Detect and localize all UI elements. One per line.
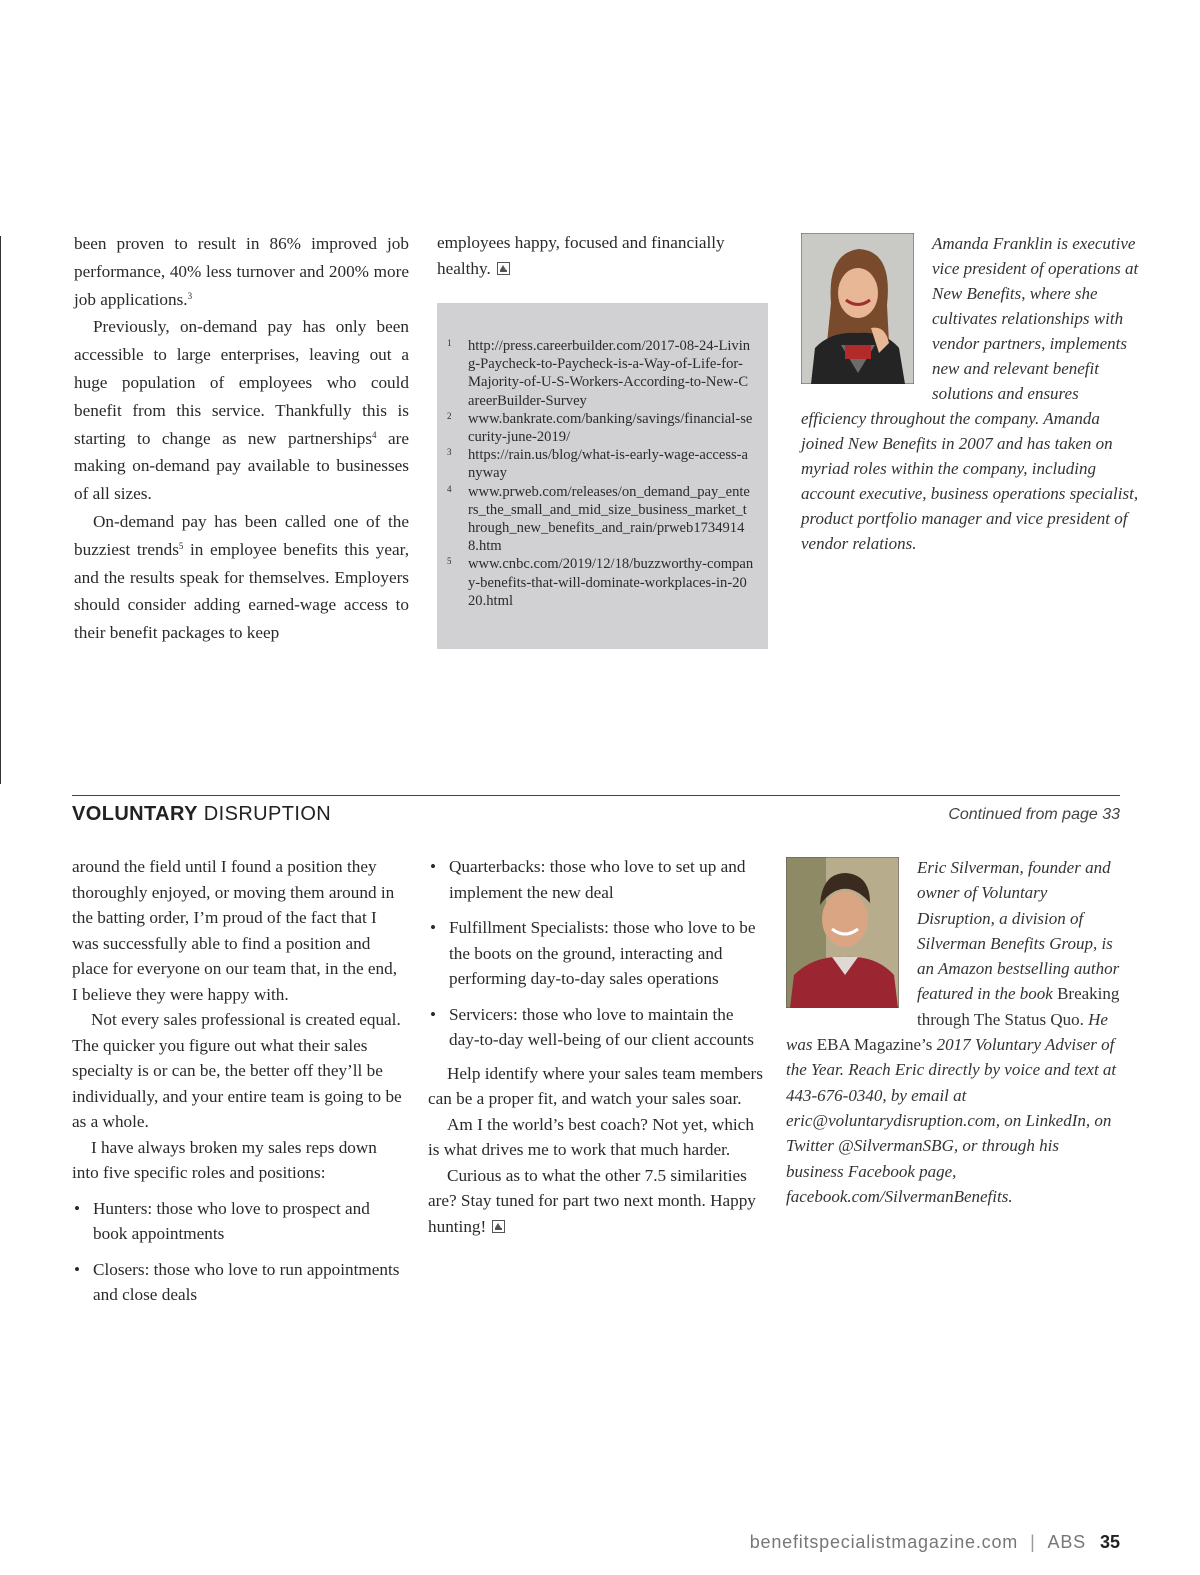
paragraph: employees happy, focused and financially healthy. [437, 233, 725, 278]
list-item: • Closers: those who love to run appointments and close deals [72, 1257, 404, 1308]
paragraph: been proven to result in 86% improved job performance, 40% less turnover and 200% more job applications.$^3$ [74, 234, 409, 309]
end-of-article-icon [492, 1220, 505, 1233]
footnotes-box [437, 303, 768, 649]
footer-separator: | [1030, 1532, 1036, 1552]
paragraph: Previously, on-demand pay has only been accessible to large enterprises, leaving out a huge population of employees who could benefit from this service. Thankfully this is starting to change as new partnerships$^4$ are making on-demand pay available to businesses of all sizes. [74, 317, 409, 504]
list-item: • Fulfillment Specialists: those who love to be the boots on the ground, interacting and performing day-to-day sales operations [428, 915, 764, 992]
footnote-item: 3 https://rain.us/blog/what-is-early-wage-access-anyway [447, 447, 749, 482]
author-bio-amanda: Amanda Franklin is executive vice president of operations at New Benefits, where she cultivates relationships with vendor partners, implements new and relevant benefit solutions and ensures efficiency throughout the company. Amanda joined New Benefits in 2007 and has taken on myriad roles within the company, including account executive, business operations specialist, product portfolio manager and vice president of vendor relations. [801, 234, 1139, 553]
footnote-item: 1 http://press.careerbuilder.com/2017-08-24-Living-Paycheck-to-Paycheck-is-a-Way-of-Life-for-Majority-of-U-S-Workers-According-to-New-CareerBuilder-Survey [447, 338, 751, 409]
footnote-ref[interactable]: 4 [372, 429, 377, 440]
top-column-1 [74, 230, 409, 647]
footnote-list [437, 303, 768, 610]
footnote-link[interactable]: www.bankrate.com/banking/savings/financial-security-june-2019/ [468, 410, 753, 446]
footnote-item: 2 www.bankrate.com/banking/savings/financial-security-june-2019/ [447, 410, 753, 446]
footnote-link[interactable]: www.prweb.com/releases/on_demand_pay_enters_the_small_and_mid_size_business_market_through_new_benefits_and_rain/prweb17349148.htm [468, 483, 750, 555]
author-bio-eric: Eric Silverman, founder and owner of Voluntary Disruption, a division of Silverman Benefits Group, is an Amazon bestselling author featured in the book Breaking through The Status Quo. He was EBA Magazine’s 2017 Voluntary Adviser of the Year. Reach Eric directly by voice and text at 443-676-0340, by email at eric@voluntarydisruption.com, on LinkedIn, on Twitter @SilvermanSBG, or through his business Facebook page, facebook.com/SilvermanBenefits. [786, 858, 1120, 1206]
list-item: • Hunters: those who love to prospect and book appointments [72, 1196, 404, 1247]
paragraph: Am I the world’s best coach? Not yet, which is what drives me to work that much harder. [428, 1114, 754, 1159]
footnote-item: 4 www.prweb.com/releases/on_demand_pay_enters_the_small_and_mid_size_business_market_through_new_benefits_and_rain/prweb17349148.htm [447, 483, 750, 555]
footnote-link[interactable]: http://press.careerbuilder.com/2017-08-24-Living-Paycheck-to-Paycheck-is-a-Way-of-Life-for-Majority-of-U-S-Workers-According-to-New-CareerBuilder-Survey [468, 338, 751, 409]
top-column-2 [437, 230, 768, 281]
paragraph: around the field until I found a position they thoroughly enjoyed, or moving them around in the batting order, I’m proud of the fact that I was successfully able to find a position and place for everyone on our team that, in the end, I believe they were happy with. [72, 857, 398, 1004]
page-number: 35 [1099, 1532, 1120, 1552]
footnote-ref[interactable]: 3 [187, 290, 193, 301]
paragraph: Help identify where your sales team members can be a proper fit, and watch your sales soar. [428, 1063, 763, 1108]
footnote-link[interactable]: https://rain.us/blog/what-is-early-wage-access-anyway [468, 447, 749, 482]
paragraph: Not every sales professional is created equal. The quicker you figure out what their sales specialty is or can be, the better off they’ll be individually, and your entire team is going to be as a whole. [72, 1010, 402, 1131]
section-title: VOLUNTARY DISRUPTION [72, 803, 332, 825]
section-divider [72, 795, 1120, 796]
footer-site-link[interactable]: benefitspecialistmagazine.com [749, 1532, 1019, 1552]
paragraph: I have always broken my sales reps down into five specific roles and positions: [72, 1137, 377, 1182]
left-margin-rule [0, 236, 1, 784]
bottom-column-1 [72, 854, 404, 1308]
paragraph: On-demand pay has been called one of the buzziest trends$^5$ in employee benefits this year, and the results speak for themselves. Employers should consider adding earned-wage access to their benefit packages to keep [74, 511, 409, 643]
roles-list-continued [428, 854, 764, 1053]
paragraph: Curious as to what the other 7.5 similarities are? Stay tuned for part two next month. Happy hunting! [428, 1165, 756, 1236]
footnote-ref[interactable]: 5 [178, 540, 184, 551]
footer-brand: ABS [1047, 1532, 1086, 1552]
end-of-article-icon [497, 262, 510, 275]
page-footer [750, 1532, 1120, 1553]
author-photo-eric [786, 857, 899, 1008]
continued-from-link[interactable]: Continued from page 33 [948, 806, 1120, 823]
roles-list [72, 1196, 404, 1308]
list-item: • Servicers: those who love to maintain the day-to-day well-being of our client accounts [428, 1002, 764, 1053]
bottom-column-2 [428, 854, 764, 1239]
author-photo-amanda [801, 233, 914, 384]
footnote-link[interactable]: www.cnbc.com/2019/12/18/buzzworthy-company-benefits-that-will-dominate-workplaces-in-2020.html [468, 556, 754, 609]
list-item: • Quarterbacks: those who love to set up and implement the new deal [428, 854, 764, 905]
footnote-item: 5 www.cnbc.com/2019/12/18/buzzworthy-company-benefits-that-will-dominate-workplaces-in-2020.html [447, 556, 754, 609]
